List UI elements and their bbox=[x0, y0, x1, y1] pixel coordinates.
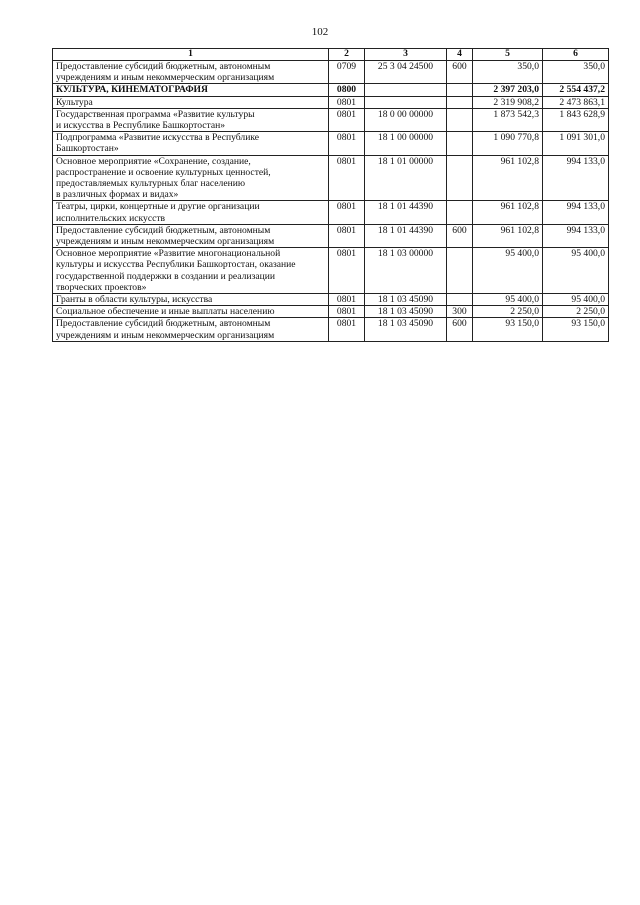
table-row bbox=[53, 201, 609, 224]
row-expense-type-cell: 300 bbox=[447, 306, 473, 318]
row-name-cell: Гранты в области культуры, искусства bbox=[53, 294, 329, 306]
row-target-article-cell bbox=[365, 84, 447, 96]
row-section-code-cell: 0801 bbox=[329, 96, 365, 108]
table-row bbox=[53, 132, 609, 155]
row-section-code-cell: 0800 bbox=[329, 84, 365, 96]
row-expense-type-cell bbox=[447, 84, 473, 96]
row-amount-year1-cell: 961 102,8 bbox=[473, 155, 543, 201]
row-amount-year1-cell: 961 102,8 bbox=[473, 224, 543, 247]
row-section-code-cell: 0801 bbox=[329, 248, 365, 294]
row-amount-year1-cell: 350,0 bbox=[473, 61, 543, 84]
row-amount-year2-cell: 994 133,0 bbox=[543, 155, 609, 201]
row-section-code-cell: 0801 bbox=[329, 318, 365, 341]
header-col-2: 2 bbox=[329, 49, 365, 61]
row-name-cell: Основное мероприятие «Сохранение, создание, распространение и освоение культурных ценностей, предоставляемых культурных благ населению в различных формах и видах» bbox=[53, 155, 329, 201]
row-name-cell: Государственная программа «Развитие культуры и искусства в Республике Башкортостан» bbox=[53, 108, 329, 131]
row-expense-type-cell bbox=[447, 96, 473, 108]
row-section-code-cell: 0709 bbox=[329, 61, 365, 84]
row-amount-year1-cell: 95 400,0 bbox=[473, 248, 543, 294]
row-target-article-cell: 18 1 01 00000 bbox=[365, 155, 447, 201]
row-target-article-cell: 18 1 01 44390 bbox=[365, 224, 447, 247]
header-col-5: 5 bbox=[473, 49, 543, 61]
table-row bbox=[53, 61, 609, 84]
table-body bbox=[53, 61, 609, 342]
row-amount-year2-cell: 994 133,0 bbox=[543, 201, 609, 224]
row-section-code-cell: 0801 bbox=[329, 132, 365, 155]
header-col-3: 3 bbox=[365, 49, 447, 61]
table-row bbox=[53, 248, 609, 294]
row-amount-year2-cell: 95 400,0 bbox=[543, 248, 609, 294]
row-amount-year1-cell: 93 150,0 bbox=[473, 318, 543, 341]
row-name-cell: КУЛЬТУРА, КИНЕМАТОГРАФИЯ bbox=[53, 84, 329, 96]
row-section-code-cell: 0801 bbox=[329, 294, 365, 306]
row-target-article-cell: 18 1 03 45090 bbox=[365, 306, 447, 318]
row-section-code-cell: 0801 bbox=[329, 155, 365, 201]
row-name-cell: Социальное обеспечение и иные выплаты населению bbox=[53, 306, 329, 318]
row-amount-year2-cell: 2 250,0 bbox=[543, 306, 609, 318]
row-name-cell: Предоставление субсидий бюджетным, автономным учреждениям и иным некоммерческим организациям bbox=[53, 224, 329, 247]
row-name-cell: Театры, цирки, концертные и другие организации исполнительских искусств bbox=[53, 201, 329, 224]
row-amount-year1-cell: 1 873 542,3 bbox=[473, 108, 543, 131]
row-amount-year2-cell: 2 473 863,1 bbox=[543, 96, 609, 108]
row-target-article-cell: 18 1 03 45090 bbox=[365, 294, 447, 306]
table-row bbox=[53, 96, 609, 108]
row-amount-year1-cell: 2 250,0 bbox=[473, 306, 543, 318]
row-section-code-cell: 0801 bbox=[329, 306, 365, 318]
header-row bbox=[53, 49, 609, 61]
budget-table bbox=[52, 48, 609, 342]
row-expense-type-cell bbox=[447, 294, 473, 306]
row-target-article-cell: 25 3 04 24500 bbox=[365, 61, 447, 84]
header-col-4: 4 bbox=[447, 49, 473, 61]
page-number: 102 bbox=[311, 26, 329, 38]
row-name-cell: Подпрограмма «Развитие искусства в Республике Башкортостан» bbox=[53, 132, 329, 155]
table-row bbox=[53, 318, 609, 341]
row-amount-year2-cell: 994 133,0 bbox=[543, 224, 609, 247]
row-amount-year1-cell: 961 102,8 bbox=[473, 201, 543, 224]
row-expense-type-cell: 600 bbox=[447, 61, 473, 84]
row-expense-type-cell bbox=[447, 248, 473, 294]
row-amount-year1-cell: 2 397 203,0 bbox=[473, 84, 543, 96]
header-col-1: 1 bbox=[53, 49, 329, 61]
row-expense-type-cell bbox=[447, 155, 473, 201]
row-target-article-cell bbox=[365, 96, 447, 108]
table-header bbox=[53, 49, 609, 61]
row-expense-type-cell: 600 bbox=[447, 318, 473, 341]
row-amount-year1-cell: 1 090 770,8 bbox=[473, 132, 543, 155]
table-row bbox=[53, 84, 609, 96]
row-section-code-cell: 0801 bbox=[329, 224, 365, 247]
row-amount-year1-cell: 95 400,0 bbox=[473, 294, 543, 306]
row-amount-year2-cell: 350,0 bbox=[543, 61, 609, 84]
row-target-article-cell: 18 1 03 45090 bbox=[365, 318, 447, 341]
table-row bbox=[53, 155, 609, 201]
row-section-code-cell: 0801 bbox=[329, 201, 365, 224]
table-row bbox=[53, 306, 609, 318]
row-name-cell: Предоставление субсидий бюджетным, автономным учреждениям и иным некоммерческим организациям bbox=[53, 318, 329, 341]
table-row bbox=[53, 108, 609, 131]
row-target-article-cell: 18 1 03 00000 bbox=[365, 248, 447, 294]
row-amount-year2-cell: 93 150,0 bbox=[543, 318, 609, 341]
row-name-cell: Культура bbox=[53, 96, 329, 108]
row-expense-type-cell: 600 bbox=[447, 224, 473, 247]
row-expense-type-cell bbox=[447, 201, 473, 224]
row-target-article-cell: 18 0 00 00000 bbox=[365, 108, 447, 131]
row-amount-year2-cell: 1 091 301,0 bbox=[543, 132, 609, 155]
row-amount-year2-cell: 2 554 437,2 bbox=[543, 84, 609, 96]
row-section-code-cell: 0801 bbox=[329, 108, 365, 131]
row-amount-year2-cell: 95 400,0 bbox=[543, 294, 609, 306]
row-expense-type-cell bbox=[447, 108, 473, 131]
table-row bbox=[53, 294, 609, 306]
row-name-cell: Основное мероприятие «Развитие многонациональной культуры и искусства Республики Башкортостан, оказание государственной поддержки в создании и реализации творческих проектов» bbox=[53, 248, 329, 294]
row-amount-year1-cell: 2 319 908,2 bbox=[473, 96, 543, 108]
row-expense-type-cell bbox=[447, 132, 473, 155]
table-row bbox=[53, 224, 609, 247]
header-col-6: 6 bbox=[543, 49, 609, 61]
row-name-cell: Предоставление субсидий бюджетным, автономным учреждениям и иным некоммерческим организациям bbox=[53, 61, 329, 84]
row-target-article-cell: 18 1 00 00000 bbox=[365, 132, 447, 155]
row-target-article-cell: 18 1 01 44390 bbox=[365, 201, 447, 224]
row-amount-year2-cell: 1 843 628,9 bbox=[543, 108, 609, 131]
